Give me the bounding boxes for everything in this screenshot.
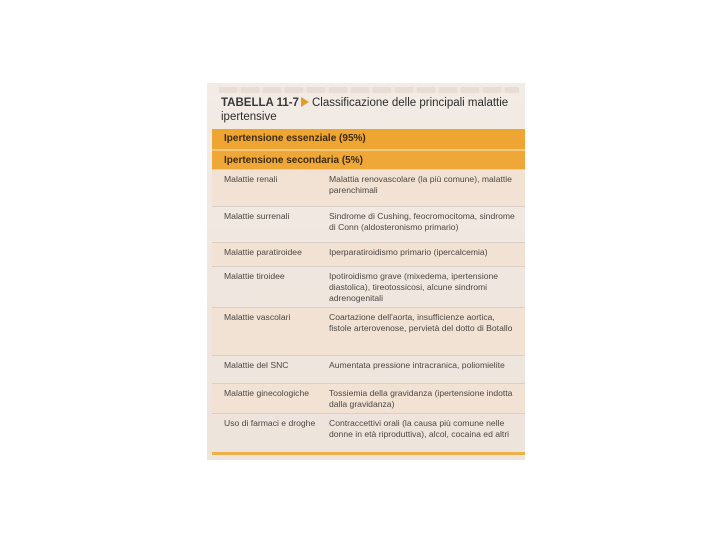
row-examples: Coartazione dell'aorta, insufficienze aortica, fistole arterovenose, pervietà del dotto di Botallo	[329, 312, 513, 333]
row-category: Malattie vascolari	[224, 312, 291, 322]
row-examples: Ipotiroidismo grave (mixedema, ipertensione diastolica), tireotossicosi, alcune sindromi adrenogenitali	[329, 271, 499, 303]
table-body	[212, 169, 525, 452]
table-title-text: Classificazione delle principali malattie ipertensive	[221, 97, 509, 123]
table-row	[212, 355, 525, 383]
table-row	[212, 413, 525, 452]
table-row	[212, 307, 525, 355]
table-row	[212, 266, 525, 307]
row-examples: Iperparatiroidismo primario (ipercalcemia)	[329, 247, 488, 257]
row-category: Malattie paratiroidee	[224, 247, 302, 257]
row-examples: Malattia renovascolare (la più comune), malattie parenchimali	[329, 174, 512, 195]
row-category: Malattie renali	[224, 174, 278, 184]
row-category: Malattie tiroidee	[224, 271, 285, 281]
row-examples: Tossiemia della gravidanza (ipertensione indotta dalla gravidanza)	[329, 388, 513, 409]
row-category: Malattie del SNC	[224, 360, 289, 370]
row-examples: Aumentata pressione intracranica, poliomielite	[329, 360, 505, 370]
table-row	[212, 383, 525, 413]
table-bottom-rule	[212, 452, 525, 455]
triangle-icon	[301, 97, 309, 107]
row-examples: Sindrome di Cushing, feocromocitoma, sindrome di Conn (aldosteronismo primario)	[329, 211, 515, 232]
table-row	[212, 206, 525, 242]
table-number: TABELLA 11-7	[221, 97, 299, 109]
band-secondary-hypertension: Ipertensione secondaria (5%)	[212, 149, 525, 169]
scanned-table-image	[207, 83, 525, 460]
row-category: Uso di farmaci e droghe	[224, 418, 316, 428]
table-row	[212, 169, 525, 206]
band-essential-hypertension: Ipertensione essenziale (95%)	[212, 129, 525, 149]
row-category: Malattie surrenali	[224, 211, 290, 221]
bleed-through-text	[219, 87, 519, 93]
table-title	[221, 96, 521, 124]
row-category: Malattie ginecologiche	[224, 388, 310, 398]
table-row	[212, 242, 525, 266]
row-examples: Contraccettivi orali (la causa più comune nelle donne in età riproduttiva), alcol, cocaina ed altri	[329, 418, 510, 439]
